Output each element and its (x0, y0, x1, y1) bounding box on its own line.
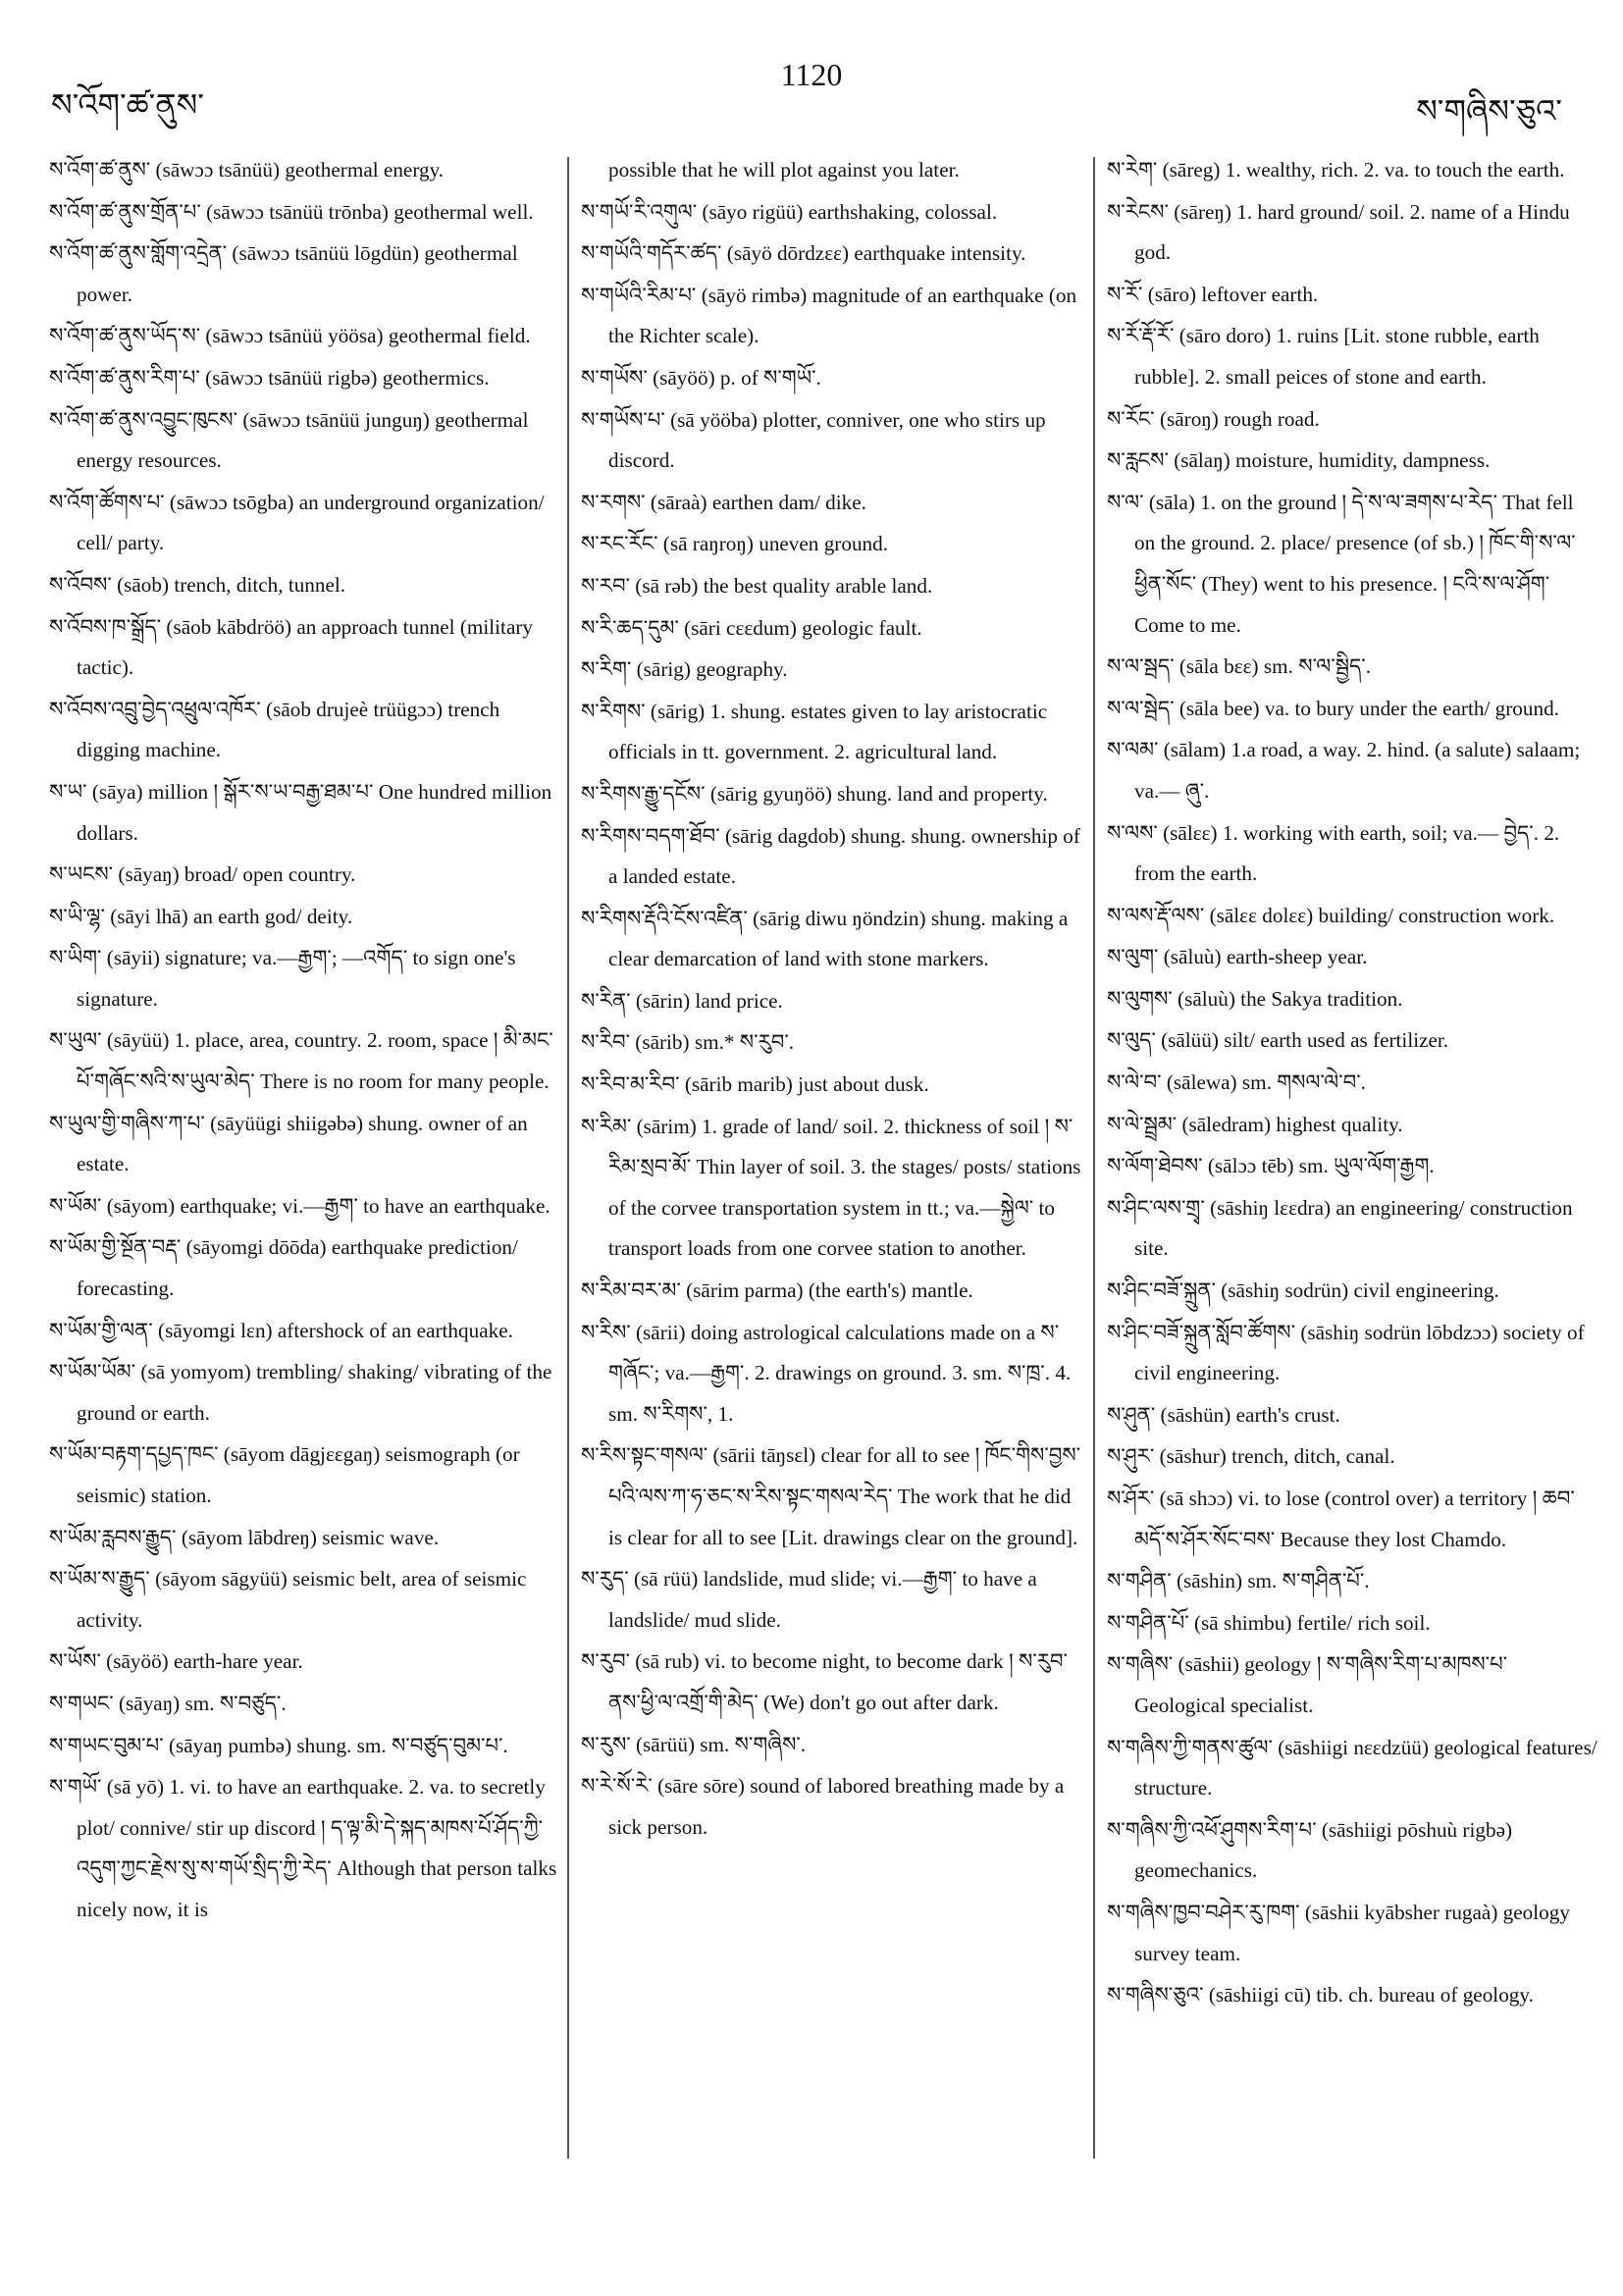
entry-headword: ས་ལམ་ (1107, 737, 1159, 762)
entry-headword: ས་རུད་ (581, 1566, 629, 1592)
entry-definition: (sā rəb) the best quality arable land. (635, 573, 933, 598)
dictionary-entry (49, 1226, 557, 1309)
dictionary-entry (1107, 1062, 1597, 1104)
entry-definition: (sārii tāŋsɛl) clear for all to see ། ཁོང་གིས་བྱས་པའི་ལས་ཀ་ཧ་ཅང་ས་རིས་སྟང་གསལ་རེད་ The work that he did is clear for all to see [Lit. drawings clear on the ground]. (608, 1443, 1081, 1549)
entry-headword: ས་རིམ་ (581, 1113, 632, 1138)
dictionary-entry (1107, 191, 1597, 274)
entry-definition: (sāyöö) earth-hare year. (106, 1649, 303, 1674)
entry-headword: ས་གཤིན་ (1107, 1568, 1172, 1593)
dictionary-entry (581, 691, 1089, 773)
dictionary-entry (581, 773, 1089, 815)
entry-definition: (sāyö dōrdzɛɛ) earthquake intensity. (726, 241, 1026, 266)
dictionary-entry (49, 1351, 557, 1434)
entry-definition: (sāyi lhā) an earth god/ deity. (110, 904, 353, 928)
entry-definition: (sāwɔɔ tsōgba) an underground organization/ cell/ party. (77, 490, 545, 555)
entry-headword: ས་འོག་ཚ་ནུས་གྲོན་པ་ (49, 198, 201, 224)
dictionary-entry (581, 149, 1089, 191)
dictionary-entry (49, 1310, 557, 1352)
entry-definition: (sāshiigi nɛɛdzüü) geological features/ structure. (1134, 1735, 1597, 1800)
entry-definition: (sā rub) vi. to become night, to become dark ། ས་རུབ་ནས་ཕྱི་ལ་འགྲོ་གི་མེད་ (We) don't go out after dark. (608, 1649, 1068, 1714)
entry-definition: (sā yō) 1. vi. to have an earthquake. 2. va. to secretly plot/ connive/ stir up discord ། ད་ལྟ་མི་དེ་སྐད་མཁས་པོ་ཤོད་ཀྱི་འདུག་ཀྱང་རྗེས་སུ་ས་གཡོ་སྲིད་ཀྱི་རེད་ Although that person talks nicely now, it is (77, 1775, 557, 1921)
entry-headword: ས་གཡོའི་གདོར་ཚད་ (581, 240, 722, 266)
entry-definition: (sāyaŋ) broad/ open country. (118, 862, 356, 887)
entry-headword: ས་གཡང་བུམ་པ་ (49, 1732, 164, 1757)
entry-headword: ས་ལ་ (1107, 489, 1144, 514)
entry-definition: (sāwɔɔ tsānüü rigbə) geothermics. (205, 365, 490, 390)
entry-definition: (sāob kābdröö) an approach tunnel (military tactic). (77, 614, 534, 680)
dictionary-entry (1107, 274, 1597, 316)
entry-headword: ས་ཡོམ་བརྟག་དཔྱད་ཁང་ (49, 1441, 219, 1467)
entry-definition: (sā shɔɔ) vi. to lose (control over) a territory ། ཆབ་མདོ་ས་ཤོར་སོང་བས་ Because they lost Chamdo. (1134, 1487, 1575, 1551)
entry-definition: (sāri cɛɛdum) geologic fault. (684, 615, 922, 640)
dictionary-entry (49, 149, 557, 191)
dictionary-entry (1107, 895, 1597, 937)
dictionary-entry (581, 565, 1089, 607)
entry-definition: possible that he will plot against you later. (608, 158, 960, 182)
dictionary-entry (49, 1683, 557, 1725)
entry-headword: ས་རུབ་ (581, 1648, 630, 1674)
dictionary-entry (581, 191, 1089, 234)
dictionary-entry (581, 1106, 1089, 1270)
entry-definition: (sāshiigi pōshuù rigbə) geomechanics. (1134, 1817, 1513, 1883)
entry-headword: ས་གཡོས་ (581, 364, 648, 390)
entry-definition: (sālam) 1.a road, a way. 2. hind. (a salute) salaam; va.— ཞུ་. (1134, 738, 1581, 803)
dictionary-entry (581, 607, 1089, 650)
dictionary-entry (1107, 1104, 1597, 1146)
entry-definition: (sāob) trench, ditch, tunnel. (117, 572, 346, 597)
entry-headword: ས་ལས་རྡོ་ལས་ (1107, 902, 1205, 927)
entry-headword: ས་རིས་སྟང་གསལ་ (581, 1442, 708, 1468)
dictionary-entry (49, 1725, 557, 1767)
entry-headword: ས་རིམ་བར་མ་ (581, 1278, 681, 1303)
entry-definition: (sārig) 1. shung. estates given to lay aristocratic officials in tt. government. 2. agricultural land. (608, 699, 1048, 764)
dictionary-entry (581, 649, 1089, 691)
page-number: 1120 (780, 57, 843, 92)
entry-headword: ས་ཤིང་ལས་གྲྭ་ (1107, 1194, 1205, 1220)
entry-headword: ས་ཡོམ་ས་རྒྱུད་ (49, 1566, 150, 1592)
entry-headword: ས་གཞིས་ (1107, 1651, 1174, 1677)
dictionary-entry (1107, 1809, 1597, 1892)
entry-definition: (sārig) geography. (636, 657, 788, 682)
dictionary-entry (49, 315, 557, 357)
entry-headword: ས་རིགས་བདག་ཐོབ་ (581, 822, 720, 848)
entry-headword: ས་ཡུལ་ (49, 1027, 102, 1053)
entry-definition: (sāyom dāgjɛɛgaŋ) seismograph (or seismic) station. (77, 1442, 520, 1507)
entry-headword: ས་ཡ་ (49, 778, 87, 804)
entry-definition: (sāyo rigüü) earthshaking, colossal. (702, 199, 998, 224)
dictionary-entry (49, 1558, 557, 1641)
entry-definition: (sāluù) the Sakya tradition. (1178, 986, 1403, 1011)
dictionary-entry (49, 606, 557, 689)
dictionary-column-3 (1107, 149, 1597, 2170)
entry-headword: ས་རིབ་མ་རིབ་ (581, 1071, 680, 1097)
entry-headword: ས་ལ་སྦེད་ (1107, 695, 1175, 720)
entry-definition: (sāla bee) va. to bury under the earth/ ground. (1178, 696, 1559, 720)
dictionary-entry (1107, 1644, 1597, 1726)
dictionary-entry (1107, 646, 1597, 688)
entry-headword: ས་ཡོམ་ཡོམ་ (49, 1359, 136, 1384)
dictionary-entry (1107, 1727, 1597, 1809)
dictionary-entry (49, 937, 557, 1019)
entry-definition: (sāyom lābdreŋ) seismic wave. (181, 1525, 440, 1549)
dictionary-entry (49, 399, 557, 482)
entry-headword: ས་འོབས་ (49, 571, 112, 597)
entry-definition: (sāwɔɔ tsānüü lōgdün) geothermal power. (77, 241, 518, 306)
dictionary-entry (1107, 1270, 1597, 1312)
dictionary-entry (581, 1270, 1089, 1312)
dictionary-entry (1107, 1435, 1597, 1478)
entry-headword: ས་ཡིག་ (49, 945, 102, 970)
dictionary-entry (49, 1766, 557, 1930)
entry-headword: ས་འོབས་ཁ་སྒྲོད་ (49, 613, 162, 639)
entry-definition: (sāyii) signature; va.—རྒྱག་; —འགོད་ to sign one's signature. (77, 946, 516, 1011)
dictionary-entry (581, 1021, 1089, 1064)
column-divider (1093, 157, 1095, 2159)
dictionary-entry (1107, 1145, 1597, 1187)
dictionary-entry (1107, 1187, 1597, 1270)
entry-headword: ས་ཤིང་བཟོ་སྐྲུན་ (1107, 1278, 1216, 1303)
entry-headword: ས་ལས་ (1107, 819, 1158, 845)
entry-headword: ས་ཡོམ་གྱི་སྔོན་བརྡ་ (49, 1234, 182, 1260)
entry-headword: ས་རིགས་རྒྱུ་དངོས་ (581, 780, 706, 806)
dictionary-entry (1107, 1019, 1597, 1062)
entry-headword: ས་ཡོམ་རླབས་རྒྱུད་ (49, 1524, 177, 1549)
entry-definition: (sāob drujeè trüügɔɔ) trench digging machine. (77, 697, 500, 762)
entry-definition: (sāla bɛɛ) sm. ས་ལ་སྦྱིད་. (1178, 654, 1372, 679)
entry-definition: (sāraà) earthen dam/ dike. (650, 490, 866, 514)
entry-headword: ས་རགས་ (581, 489, 646, 514)
entry-headword: ས་རི་ཆད་དུམ་ (581, 614, 679, 640)
dictionary-entry (1107, 936, 1597, 978)
entry-definition: (sāshiŋ sodrün lōbdzɔɔ) society of civil engineering. (1134, 1320, 1585, 1385)
entry-definition: (sāroŋ) rough road. (1159, 406, 1320, 431)
dictionary-entry (49, 191, 557, 234)
entry-definition: (sāshiŋ lɛɛdra) an engineering/ construction site. (1134, 1195, 1573, 1261)
entry-headword: ས་གཞིས་ཁྱབ་བཤེར་རུ་ཁག་ (1107, 1899, 1300, 1924)
entry-headword: ས་རུས་ (581, 1731, 631, 1756)
entry-definition: (sāyaŋ pumbə) shung. sm. ས་བཙུད་བུམ་པ་. (168, 1733, 508, 1757)
entry-headword: ས་ཤོར་ (1107, 1486, 1155, 1510)
entry-definition: (sārin) land price. (635, 988, 783, 1013)
entry-headword: ས་རེག་ (1107, 157, 1158, 182)
dictionary-entry (581, 1312, 1089, 1435)
entry-definition: (sālaŋ) moisture, humidity, dampness. (1174, 448, 1491, 473)
entry-definition: (sāyaŋ) sm. ས་བཙུད་. (119, 1691, 287, 1715)
entry-definition: (sāshiŋ sodrün) civil engineering. (1221, 1278, 1499, 1303)
entry-headword: ས་ཡོས་ (49, 1648, 101, 1674)
entry-headword: ས་ཡོམ་ (49, 1192, 102, 1218)
entry-headword: ས་ལུད་ (1107, 1027, 1156, 1053)
dictionary-entry (49, 1434, 557, 1516)
entry-definition: (sāre sōre) sound of labored breathing made by a sick person. (608, 1774, 1065, 1839)
dictionary-entry (581, 1064, 1089, 1106)
entry-definition: (sāyö rimbə) magnitude of an earthquake (on the Richter scale). (608, 283, 1077, 348)
entry-headword: ས་འོག་ཚ་ནུས་ཡོད་ས་ (49, 323, 201, 348)
entry-definition: (sālɔɔ tēb) sm. ཡུལ་ལོག་རྒྱག. (1207, 1154, 1435, 1178)
dictionary-entry (49, 1185, 557, 1227)
entry-headword: ས་འོག་ཚ་ནུས་གློག་འདྲེན་ (49, 240, 228, 266)
dictionary-entry (581, 523, 1089, 565)
entry-headword: ས་གཞིས་ཅུའ་ (1107, 1982, 1204, 2008)
entry-headword: ས་གཤིན་པོ་ (1107, 1609, 1189, 1635)
dictionary-entry (1107, 729, 1597, 811)
entry-definition: (sāyom) earthquake; vi.—རྒྱག་ to have an earthquake. (106, 1193, 550, 1218)
dictionary-entry (581, 980, 1089, 1022)
dictionary-entry (1107, 1478, 1597, 1560)
entry-headword: ས་འོག་ཚོགས་པ་ (49, 489, 165, 514)
entry-definition: (sārig gyuŋöö) shung. land and property. (709, 781, 1048, 806)
dictionary-entry (1107, 978, 1597, 1020)
entry-headword: ས་ལུགས་ (1107, 985, 1173, 1011)
entry-headword: ས་ལོག་ཐེབས་ (1107, 1153, 1203, 1178)
entry-headword: ས་ཡངས་ (49, 861, 114, 887)
dictionary-entry (49, 1517, 557, 1559)
entry-definition: (sāwɔɔ tsānüü trōnba) geothermal well. (206, 199, 534, 224)
dictionary-column-2 (581, 149, 1089, 2170)
entry-definition: (sārib) sm.* ས་རུབ་. (635, 1030, 795, 1055)
entry-definition: (sā rüü) landslide, mud slide; vi.—རྒྱག་ to have a landslide/ mud slide. (608, 1567, 1037, 1632)
entry-headword: ས་གཞིས་ཀྱི་གནས་ཚུལ་ (1107, 1734, 1273, 1759)
dictionary-entry (581, 399, 1089, 482)
entry-definition: (sā raŋroŋ) uneven ground. (662, 532, 889, 556)
entry-definition: (sālewa) sm. གསལ་ལེ་བ་. (1166, 1070, 1366, 1095)
entry-headword: ས་ཡི་ལྷ་ (49, 903, 105, 928)
entry-headword: ས་ཡོམ་གྱི་ལན་ (49, 1317, 153, 1342)
dictionary-entry (581, 1558, 1089, 1641)
dictionary-entry (581, 275, 1089, 357)
entry-definition: (sāyüü) 1. place, area, country. 2. room, space ། མི་མང་པོ་གཞོང་སའི་ས་ཡུལ་མེད་ There is no room for many people. (77, 1028, 553, 1094)
dictionary-entry (581, 357, 1089, 399)
entry-headword: ས་གཞིས་ཀྱི་འཕོ་ཤུགས་རིག་པ་ (1107, 1816, 1317, 1842)
dictionary-column-1 (49, 149, 557, 2170)
page-header (0, 51, 1623, 139)
entry-definition: (sā yomyom) trembling/ shaking/ vibrating of the ground or earth. (77, 1360, 552, 1425)
entry-definition: (sārig diwu ŋöndzin) shung. making a clear demarcation of land with stone markers. (608, 906, 1069, 971)
entry-headword: ས་རིག་ (581, 656, 632, 682)
entry-definition: (sāshii kyābsher rugaà) geology survey team. (1134, 1900, 1570, 1965)
entry-definition: (sārig dagdob) shung. shung. ownership of a landed estate. (608, 823, 1080, 889)
entry-definition: (sā shimbu) fertile/ rich soil. (1193, 1610, 1431, 1635)
dictionary-entry (49, 1103, 557, 1185)
dictionary-entry (1107, 1892, 1597, 1974)
entry-definition: (sāro doro) 1. ruins [Lit. stone rubble, earth rubble]. 2. small peices of stone and earth. (1134, 324, 1540, 389)
entry-definition: (sā yööba) plotter, conniver, one who stirs up discord. (608, 407, 1046, 473)
dictionary-entry (1107, 1602, 1597, 1644)
entry-headword: ས་ལེ་སྦྲམ་ (1107, 1111, 1178, 1136)
entry-headword: ས་ཤིང་བཟོ་སྐྲུན་སློབ་ཚོགས་ (1107, 1319, 1296, 1344)
dictionary-entry (49, 233, 557, 315)
entry-headword: ས་རོང་ (1107, 405, 1155, 431)
dictionary-entry (1107, 398, 1597, 441)
column-divider (567, 157, 569, 2159)
entry-headword: ས་རླངས་ (1107, 447, 1169, 473)
entry-definition: (sārib marib) just about dusk. (684, 1072, 929, 1097)
entry-headword: ས་རེ་སོ་རེ་ (581, 1773, 653, 1799)
entry-definition: (sāyom sāgyüü) seismic belt, area of seismic activity. (77, 1567, 527, 1632)
entry-definition: (sāyöö) p. of ས་གཡོ་. (653, 365, 821, 390)
dictionary-entry (581, 898, 1089, 980)
dictionary-entry (581, 233, 1089, 275)
entry-definition: (sārüü) sm. ས་གཞིས་. (636, 1732, 807, 1756)
entry-headword: ས་རིགས་ (581, 698, 646, 723)
entry-headword: ས་འོག་ཚ་ནུས་ (49, 157, 151, 182)
dictionary-entry (49, 854, 557, 896)
dictionary-entry (581, 1435, 1089, 1558)
entry-definition: (sāshin) sm. ས་གཤིན་པོ་. (1176, 1569, 1370, 1593)
entry-headword: ས་འོབས་འབྲུ་བྱེད་འཕྲུལ་འཁོར་ (49, 696, 261, 721)
entry-headword: ས་རིབ་ (581, 1029, 630, 1055)
dictionary-entry (1107, 1974, 1597, 2016)
entry-definition: (sāyomgi lɛn) aftershock of an earthquake. (158, 1318, 513, 1342)
dictionary-entry (49, 1019, 557, 1102)
entry-headword: ས་གཡོ་རི་འགུལ་ (581, 198, 698, 224)
dictionary-entry (1107, 482, 1597, 646)
entry-headword: ས་ཤུན་ (1107, 1401, 1156, 1427)
entry-headword: ས་གཡོ་ (49, 1774, 102, 1800)
running-head-left: ས་འོག་ཚ་ནུས་ (51, 86, 204, 124)
running-head-right: ས་གཞིས་ཅུའ་ (1416, 92, 1562, 130)
entry-definition: (sāwɔɔ tsānüü yöösa) geothermal field. (205, 324, 531, 348)
dictionary-entry (49, 771, 557, 854)
entry-definition: (sāwɔɔ tsānüü junguŋ) geothermal energy resources. (77, 407, 529, 473)
entry-headword: ས་རོ་རྡོ་རོ་ (1107, 323, 1175, 348)
entry-definition: (sālüü) silt/ earth used as fertilizer. (1161, 1028, 1449, 1053)
entry-definition: (sāla) 1. on the ground ། དེ་ས་ལ་ཟགས་པ་རེད་ That fell on the ground. 2. place/ presence (of sb.) ། ཁོང་གི་ས་ལ་ཕྱིན་སོང་ (They) went to his presence. ། ངའི་ས་ལ་ཤོག་ Come to me. (1134, 490, 1576, 637)
dictionary-entry (581, 1641, 1089, 1723)
dictionary-entry (1107, 1560, 1597, 1602)
entry-headword: ས་གཡང་ (49, 1690, 114, 1715)
dictionary-entry (49, 482, 557, 564)
dictionary-entry (49, 357, 557, 399)
entry-headword: ས་ལ་སྦད་ (1107, 653, 1175, 679)
dictionary-entry (1107, 812, 1597, 895)
entry-headword: ས་རོ་ (1107, 281, 1143, 306)
entry-headword: ས་འོག་ཚ་ནུས་རིག་པ་ (49, 364, 200, 390)
entry-definition: (sāyüügi shiigəbə) shung. owner of an estate. (77, 1111, 528, 1176)
entry-definition: (sālɛɛ) 1. working with earth, soil; va.— བྱེད་. 2. from the earth. (1134, 820, 1560, 886)
entry-headword: ས་ཡུལ་གྱི་གཞིས་ཀ་པ་ (49, 1110, 205, 1135)
dictionary-entry (1107, 440, 1597, 482)
dictionary-entry (581, 815, 1089, 898)
entry-definition: (sārii) doing astrological calculations made on a ས་གཞོང་; va.—རྒྱག་. 2. drawings on ground. 3. sm. ས་ཁྲ་. 4. sm. ས་རིགས་, 1. (608, 1320, 1072, 1426)
entry-headword: ས་གཡོས་པ་ (581, 406, 665, 432)
entry-headword: ས་རེངས་ (1107, 198, 1169, 224)
entry-definition: (sāshur) trench, ditch, canal. (1159, 1444, 1395, 1469)
entry-definition: (sāshii) geology ། ས་གཞིས་རིག་པ་མཁས་པ་ Geological specialist. (1134, 1652, 1508, 1717)
entry-headword: ས་འོག་ཚ་ནུས་འབྱུང་ཁུངས་ (49, 406, 238, 432)
entry-headword: ས་རིན་ (581, 987, 631, 1013)
entry-definition: (sāshün) earth's crust. (1160, 1402, 1340, 1427)
entry-headword: ས་རབ་ (581, 572, 630, 598)
entry-definition: (sāreŋ) 1. hard ground/ soil. 2. name of a Hindu god. (1134, 199, 1570, 265)
dictionary-entry (49, 896, 557, 938)
dictionary-entry (581, 1724, 1089, 1766)
entry-headword: ས་རིགས་རྡོའི་ངོས་འཛིན་ (581, 905, 748, 930)
dictionary-entry (581, 482, 1089, 524)
entry-definition: (sāwɔɔ tsānüü) geothermal energy. (155, 158, 445, 182)
entry-definition: (sāreg) 1. wealthy, rich. 2. va. to touch the earth. (1162, 158, 1565, 182)
entry-headword: ས་རིས་ (581, 1319, 631, 1344)
entry-headword: ས་ལེ་བ་ (1107, 1070, 1162, 1095)
dictionary-entry (49, 1641, 557, 1683)
entry-definition: (sārim parma) (the earth's) mantle. (686, 1278, 973, 1303)
dictionary-entry (1107, 688, 1597, 730)
dictionary-entry (49, 689, 557, 771)
dictionary-entry (1107, 1394, 1597, 1436)
entry-headword: ས་ལུག་ (1107, 944, 1159, 969)
dictionary-entry (49, 564, 557, 606)
entry-definition: (sāya) million ། སྒོར་ས་ཡ་བརྒྱ་ཐམ་པ་ One hundred million dollars. (77, 779, 552, 845)
entry-definition: (sāluù) earth-sheep year. (1163, 945, 1368, 969)
entry-definition: (sālɛɛ dolɛɛ) building/ construction work. (1209, 903, 1555, 927)
entry-headword: ས་གཡོའི་རིམ་པ་ (581, 282, 697, 307)
entry-definition: (sāshiigi cū) tib. ch. bureau of geology. (1208, 1983, 1534, 2008)
dictionary-entry (1107, 1312, 1597, 1394)
dictionary-entry (581, 1765, 1089, 1848)
dictionary-entry (1107, 315, 1597, 397)
entry-definition: (sāyomgi dōōda) earthquake prediction/ forecasting. (77, 1235, 518, 1301)
dictionary-entry (1107, 149, 1597, 191)
entry-definition: (sāledram) highest quality. (1181, 1112, 1403, 1136)
entry-definition: (sāro) leftover earth. (1147, 282, 1319, 306)
entry-headword: ས་ཤུར་ (1107, 1443, 1155, 1469)
entry-headword: ས་རང་རོང་ (581, 531, 658, 556)
entry-definition: (sārim) 1. grade of land/ soil. 2. thickness of soil ། ས་རིམ་སྲབ་མོ་ Thin layer of soil. 3. the stages/ posts/ stations of the corvee transportation system in tt.; va.—སྐྱེལ་ to transport loads from one corvee station to another. (608, 1114, 1081, 1261)
